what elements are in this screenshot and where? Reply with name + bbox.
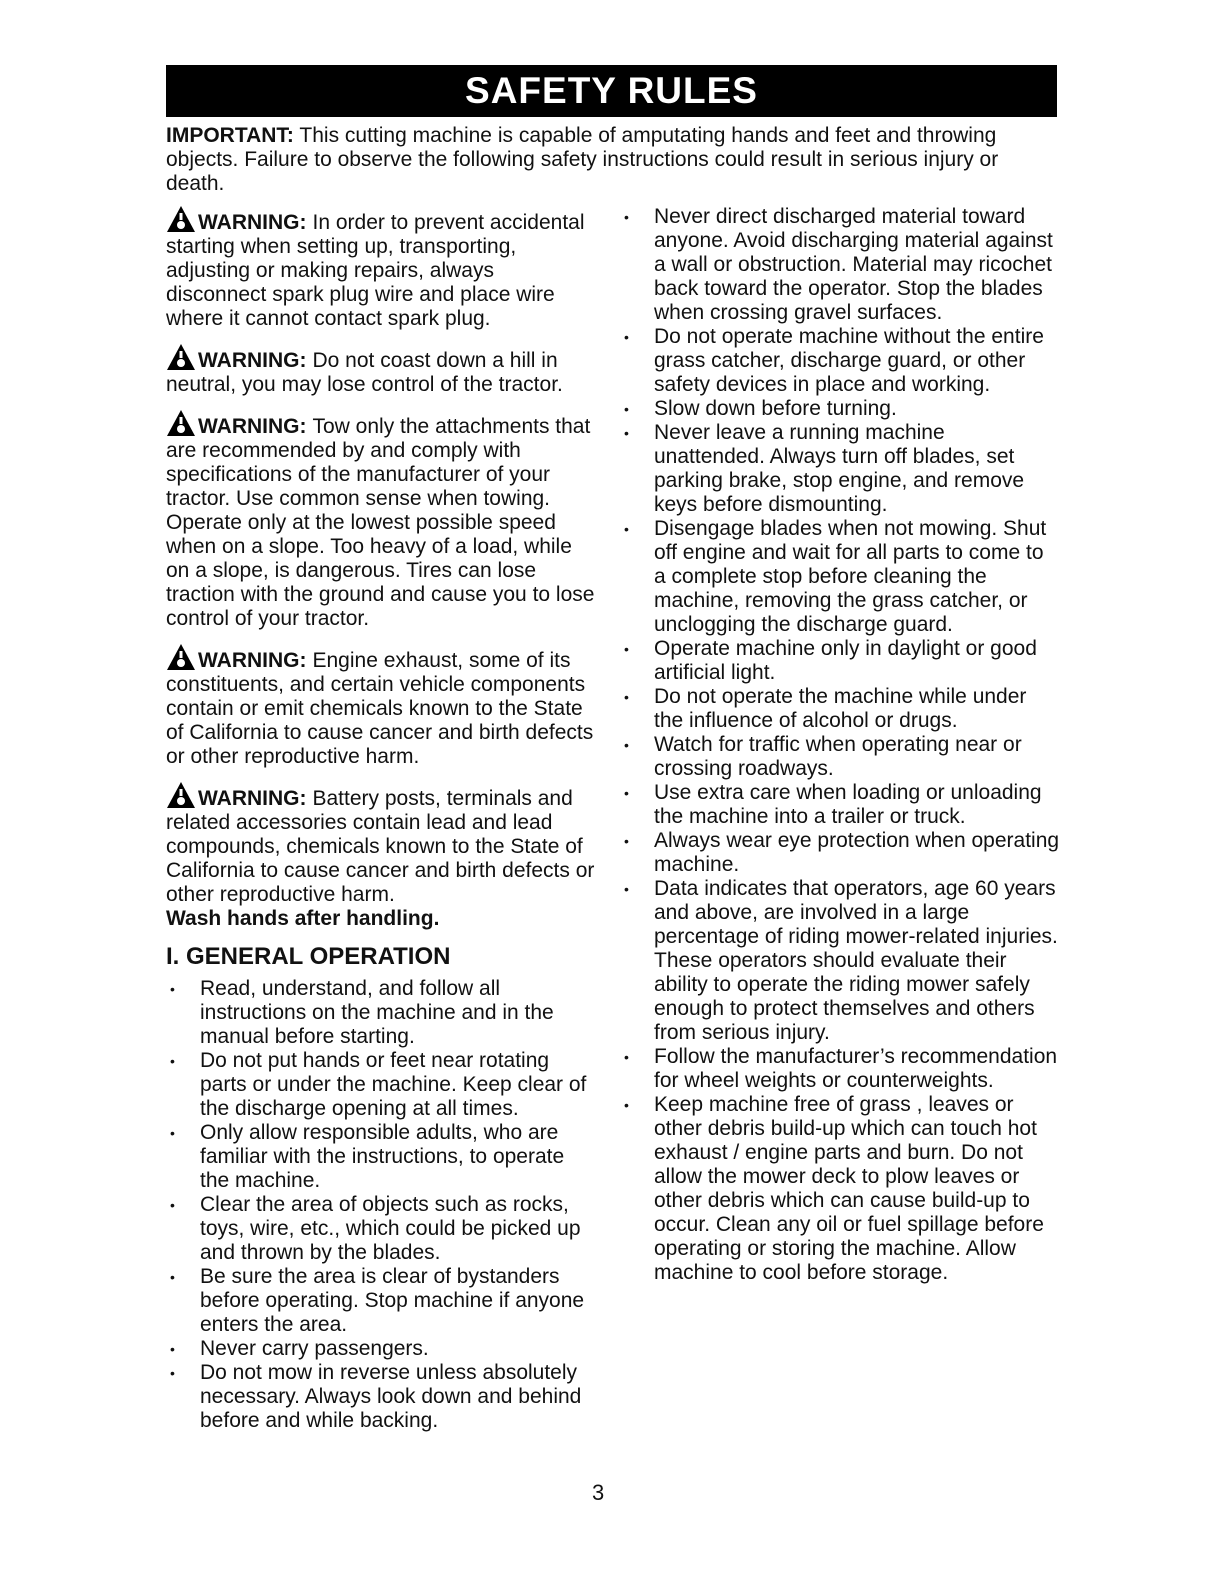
bullet: • — [624, 785, 629, 801]
list-item-text: Clear the area of objects such as rocks, toys, wire, etc., which could be picked up and thrown by the blades. — [200, 1193, 581, 1264]
warning-label: WARNING: — [198, 211, 307, 234]
section-title: I. GENERAL OPERATION — [166, 943, 451, 970]
warning-text: Do not coast down a hill in neutral, you may lose control of the tractor. — [166, 349, 563, 396]
warning-label: WARNING: — [198, 415, 307, 438]
list-item-text: Follow the manufacturer’s recommendation for wheel weights or counterweights. — [654, 1045, 1058, 1092]
list-item-text: Do not operate machine without the entire grass catcher, discharge guard, or other safety devices in place and working. — [654, 325, 1044, 396]
warning-text: In order to prevent accidental starting when setting up, transporting, adjusting or making repairs, always disconnect spark plug wire and place wire where it cannot contact spark plug. — [166, 211, 585, 330]
list-item — [620, 205, 1060, 325]
warning-text: Battery posts, terminals and related accessories contain lead and lead compounds, chemicals known to the State of California to cause cancer and birth defects or other reproductive harm. — [166, 787, 595, 906]
list-item — [620, 733, 1060, 781]
list-item-text: Never carry passengers. — [200, 1337, 429, 1360]
list-item-text: Never leave a running machine unattended. Always turn off blades, set parking brake, stop engine, and remove keys before dismounting. — [654, 421, 1025, 516]
list-item — [620, 421, 1060, 517]
warning-text: Tow only the attachments that are recommended by and comply with specifications of the manufacturer of your tractor. Use common sense when towing. Operate only at the lowest possible speed when on a slope. Too heavy of a load, while on a slope, is dangerous. Tires can lose traction with the ground and cause you to lose control of your tractor. — [166, 415, 595, 630]
list-item — [620, 1093, 1060, 1285]
list-item — [620, 685, 1060, 733]
list-item — [620, 829, 1060, 877]
bullet: • — [624, 881, 629, 897]
page-number: 3 — [592, 1480, 605, 1505]
list-item-text: Always wear eye protection when operating machine. — [654, 829, 1060, 876]
wash-hands-notice: Wash hands after handling. — [166, 907, 440, 930]
list-item-text: Be sure the area is clear of bystanders before operating. Stop machine if anyone enters the area. — [200, 1265, 585, 1336]
warning-triangle-icon — [166, 343, 196, 371]
warning-block — [166, 643, 596, 769]
important-notice — [166, 124, 1056, 196]
list-item — [620, 397, 1060, 421]
warning-triangle-icon — [166, 409, 196, 437]
bullet: • — [170, 1125, 175, 1141]
list-item — [620, 637, 1060, 685]
safety-rules-list — [620, 205, 1060, 1285]
list-item-text: Only allow responsible adults, who are familiar with the instructions, to operate the machine. — [200, 1121, 565, 1192]
bullet: • — [170, 1269, 175, 1285]
warning-label: WARNING: — [198, 349, 307, 372]
list-item — [620, 325, 1060, 397]
list-item-text: Do not operate the machine while under the influence of alcohol or drugs. — [654, 685, 1027, 732]
page-title: SAFETY RULES — [465, 70, 758, 111]
bullet: • — [624, 833, 629, 849]
bullet: • — [624, 209, 629, 225]
bullet: • — [624, 1097, 629, 1113]
bullet: • — [624, 737, 629, 753]
warning-triangle-icon — [166, 205, 196, 233]
bullet: • — [170, 1053, 175, 1069]
warning-label: WARNING: — [198, 649, 307, 672]
list-item — [620, 1045, 1060, 1093]
list-item-text: Never direct discharged material toward anyone. Avoid discharging material against a wall or obstruction. Material may ricochet back toward the operator. Stop the blades when crossing gravel surfaces. — [654, 205, 1053, 324]
bullet: • — [170, 1197, 175, 1213]
list-item-text: Data indicates that operators, age 60 years and above, are involved in a large percentage of riding mower-related injuries. These operators should evaluate their ability to operate the riding mower safely enough to protect themselves and others from serious injury. — [654, 877, 1058, 1044]
bullet: • — [624, 401, 629, 417]
warning-block — [166, 343, 596, 397]
list-item — [166, 1361, 596, 1433]
list-item-text: Disengage blades when not mowing. Shut off engine and wait for all parts to come to a complete stop before cleaning the machine, removing the grass catcher, or unclogging the discharge guard. — [654, 517, 1047, 636]
list-item-text: Slow down before turning. — [654, 397, 897, 420]
list-item — [620, 877, 1060, 1045]
list-item — [166, 977, 596, 1049]
list-item-text: Do not put hands or feet near rotating parts or under the machine. Keep clear of the discharge opening at all times. — [200, 1049, 587, 1120]
list-item — [620, 781, 1060, 829]
general-operation-list — [166, 977, 596, 1433]
warning-block — [166, 409, 596, 631]
list-item-text: Use extra care when loading or unloading the machine into a trailer or truck. — [654, 781, 1042, 828]
page-title-banner — [166, 65, 1057, 117]
warning-triangle-icon — [166, 643, 196, 671]
right-column — [620, 205, 1060, 1285]
list-item — [166, 1193, 596, 1265]
bullet: • — [624, 521, 629, 537]
list-item — [166, 1121, 596, 1193]
list-item-text: Do not mow in reverse unless absolutely necessary. Always look down and behind before and while backing. — [200, 1361, 582, 1432]
list-item — [620, 517, 1060, 637]
bullet: • — [624, 425, 629, 441]
important-label: IMPORTANT: — [166, 124, 294, 147]
warning-block — [166, 781, 596, 931]
bullet: • — [170, 1365, 175, 1381]
important-text: This cutting machine is capable of amputating hands and feet and throwing objects. Failure to observe the following safety instructions could result in serious injury or death. — [166, 124, 999, 195]
warning-block — [166, 205, 596, 331]
bullet: • — [170, 1341, 175, 1357]
bullet: • — [624, 689, 629, 705]
warning-text: Engine exhaust, some of its constituents, and certain vehicle components contain or emit chemicals known to the State of California to cause cancer and birth defects or other reproductive harm. — [166, 649, 594, 768]
list-item-text: Read, understand, and follow all instructions on the machine and in the manual before starting. — [200, 977, 554, 1048]
warning-triangle-icon — [166, 781, 196, 809]
list-item-text: Watch for traffic when operating near or crossing roadways. — [654, 733, 1022, 780]
bullet: • — [624, 641, 629, 657]
list-item — [166, 1049, 596, 1121]
list-item-text: Operate machine only in daylight or good artificial light. — [654, 637, 1037, 684]
bullet: • — [624, 329, 629, 345]
list-item — [166, 1337, 596, 1361]
left-column — [166, 205, 596, 1433]
warning-label: WARNING: — [198, 787, 307, 810]
list-item-text: Keep machine free of grass , leaves or other debris build-up which can touch hot exhaust / engine parts and burn. Do not allow the mower deck to plow leaves or other debris which can cause build-up to occur. Clean any oil or fuel spillage before operating or storing the machine. Allow machine to cool before storage. — [654, 1093, 1044, 1284]
list-item — [166, 1265, 596, 1337]
bullet: • — [624, 1049, 629, 1065]
bullet: • — [170, 981, 175, 997]
